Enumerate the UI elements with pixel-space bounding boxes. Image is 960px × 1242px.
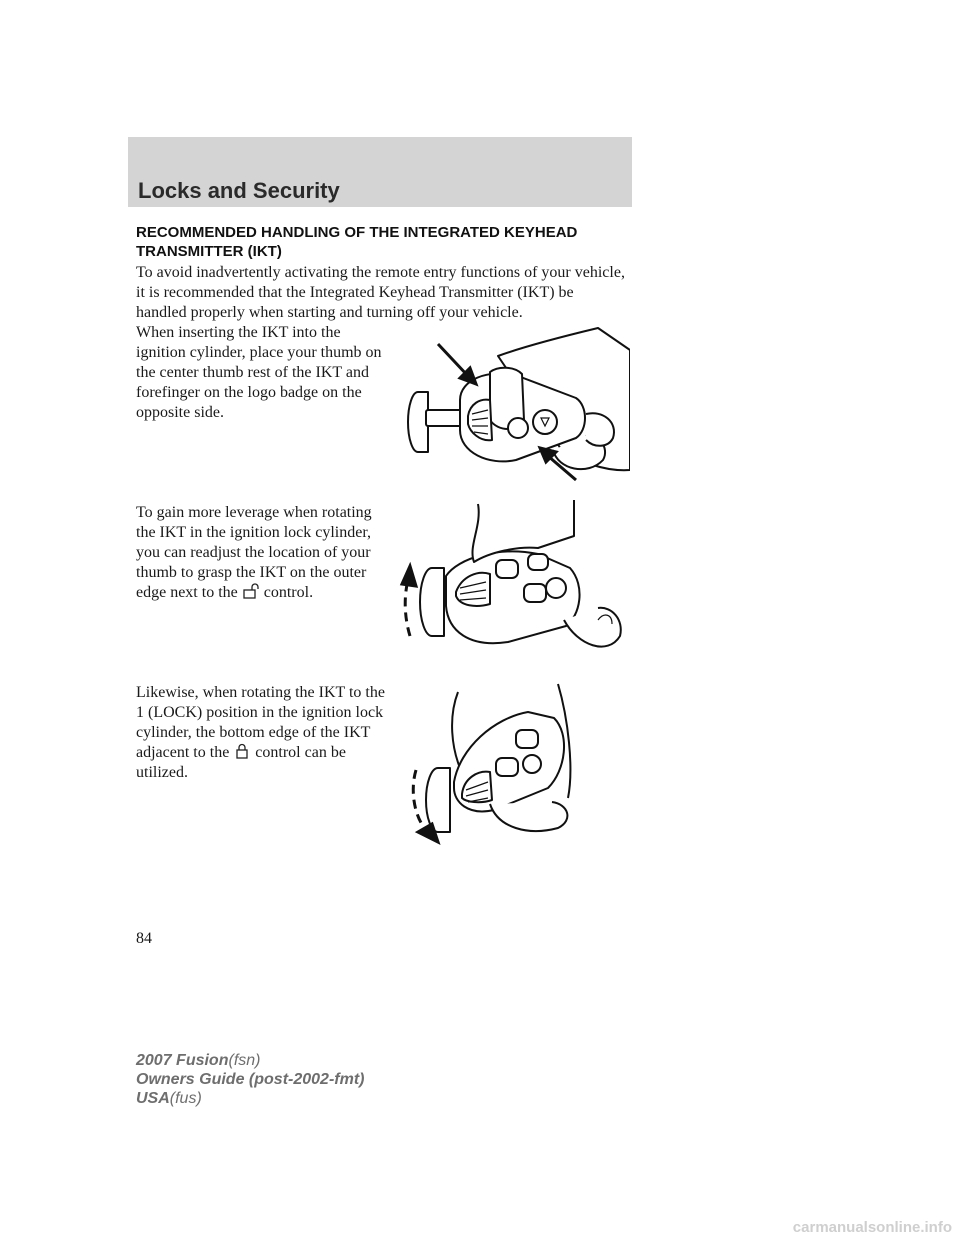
watermark: carmanualsonline.info — [792, 1219, 952, 1236]
step-2-text-after: control. — [263, 584, 314, 601]
document-footer — [136, 1051, 364, 1108]
ikt-insert-illustration — [398, 320, 630, 490]
footer-model-code: (fsn) — [228, 1052, 261, 1069]
section-title: Locks and Security — [138, 178, 340, 203]
step-3-text-after: control can be utilized. — [136, 744, 346, 781]
unlock-icon — [242, 583, 260, 599]
footer-market: USA — [136, 1090, 170, 1107]
section-heading: RECOMMENDED HANDLING OF THE INTEGRATED KEYHEAD TRANSMITTER (IKT) — [136, 224, 578, 260]
step-3-text-before: Likewise, when rotating the IKT to the 1 (LOCK) position in the ignition lock cylinder, the bottom edge of the IKT adjacent to the — [136, 684, 385, 761]
ikt-rotate-on-illustration — [398, 496, 630, 666]
step-1-text: When inserting the IKT into the ignition cylinder, place your thumb on the center thumb rest of the IKT and forefinger on the logo badge on the opposite side. — [136, 324, 382, 421]
footer-market-code: (fus) — [169, 1090, 202, 1107]
page-number: 84 — [136, 930, 152, 947]
step-3-text — [136, 683, 386, 783]
ikt-rotate-lock-illustration — [398, 678, 630, 850]
footer-guide: Owners Guide (post-2002-fmt) — [136, 1071, 365, 1088]
footer-model: 2007 Fusion — [136, 1052, 229, 1069]
step-2-text — [136, 503, 386, 603]
step-2-text-before: To gain more leverage when rotating the IKT in the ignition lock cylinder, you can readjust the location of your thumb to grasp the IKT on the outer edge next to the — [136, 504, 372, 601]
lock-icon — [233, 743, 251, 759]
intro-paragraph: To avoid inadvertently activating the remote entry functions of your vehicle, it is recommended that the Integrated Keyhead Transmitter (IKT) be handled properly when starting and turning off your vehicle. — [136, 264, 625, 321]
